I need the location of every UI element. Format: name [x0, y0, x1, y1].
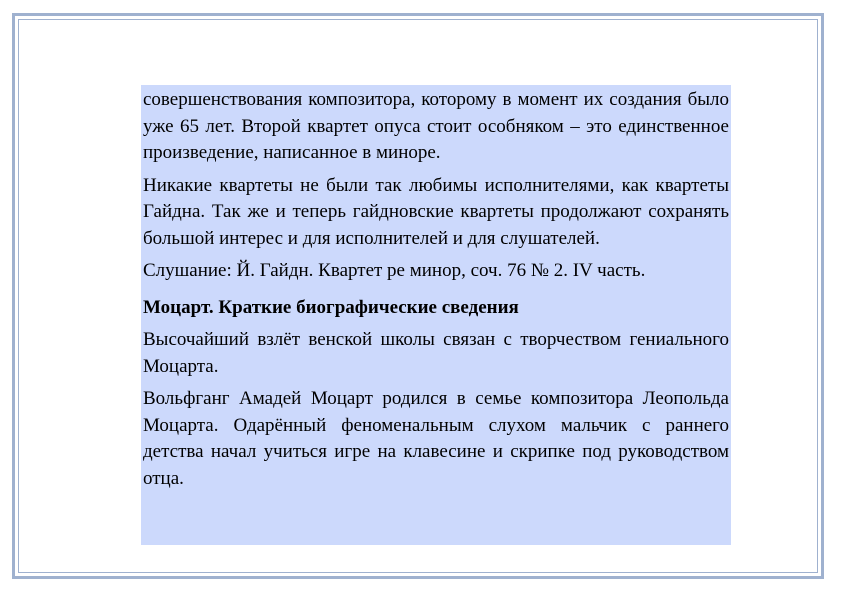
paragraph-haydn-quartets-popularity: Никакие квартеты не были так любимы исполнителями, как квартеты Гайдна. Так же и теперь гайдновские квартеты продолжают сохранять большой интерес и для исполнителей и для слушателей. [143, 174, 729, 249]
paragraph-viennese-school-mozart: Высочайший взлёт венской школы связан с творчеством гениального Моцарта. [143, 329, 729, 377]
paragraph-mozart-childhood: Вольфганг Амадей Моцарт родился в семье композитора Леопольда Моцарта. Одарённый феноменальным слухом мальчик с раннего детства начал учиться игре на клавесине и скрипке под руководством отца. [143, 388, 729, 489]
listening-assignment: Слушание: Й. Гайдн. Квартет ре минор, соч. 76 № 2. IV часть. [143, 260, 646, 281]
paragraph-haydn-quartet-opus: совершенствования композитора, которому в момент их создания было уже 65 лет. Второй квартет опуса стоит особняком – это единственное произведение, написанное в миноре. [143, 89, 729, 163]
text-content-block [141, 85, 731, 545]
section-heading-mozart: Моцарт. Краткие биографические сведения [143, 296, 519, 318]
